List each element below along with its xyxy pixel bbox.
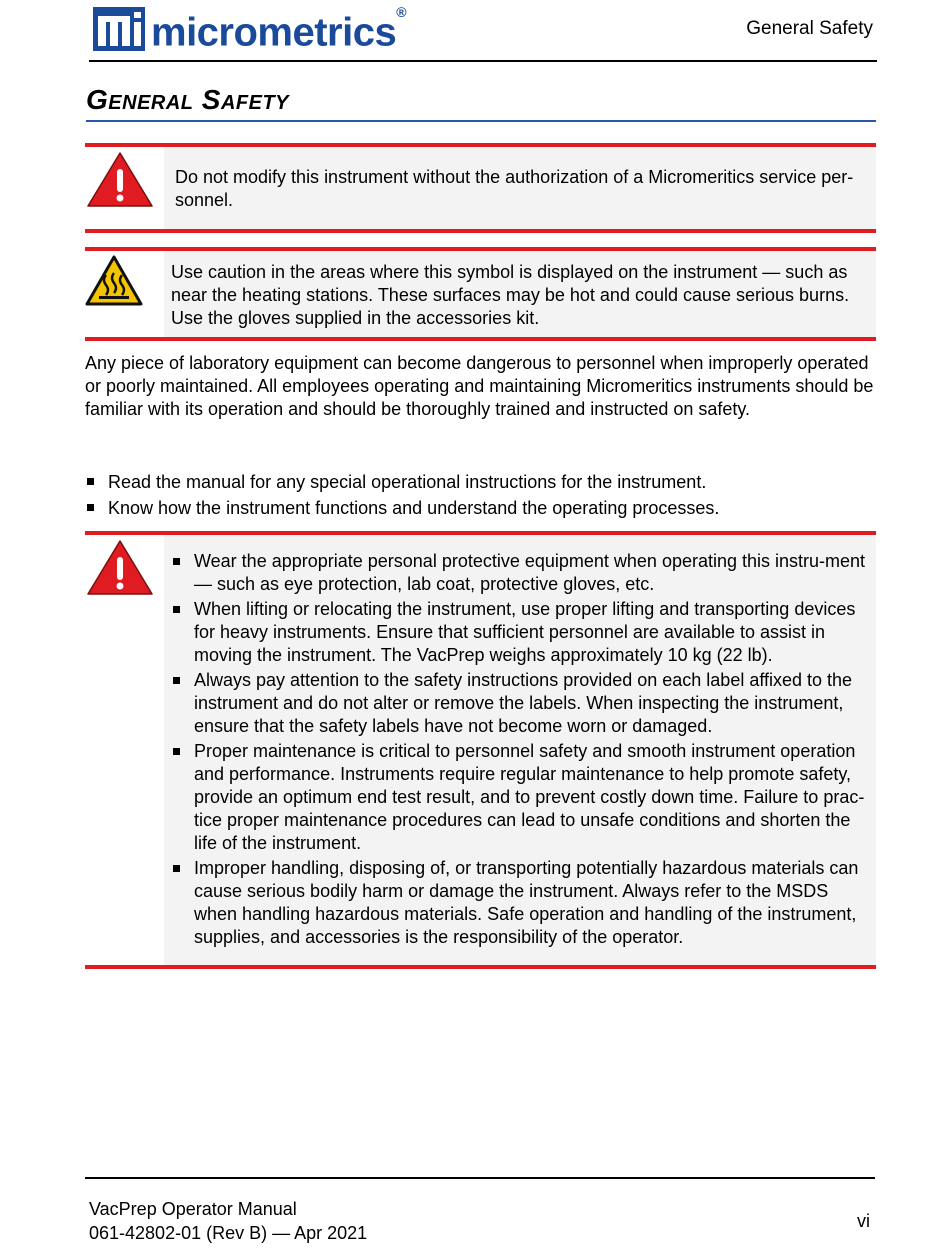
list-item	[172, 857, 870, 949]
notice-text: Use caution in the areas where this symbol is displayed on the instrument — such as near the heating stations. These surfaces may be hot and could cause serious burns. Use the gloves supplied in the accessories kit.	[164, 251, 876, 337]
safety-paragraph: Any piece of laboratory equipment can become dangerous to personnel when improperly operated or poorly maintained. All employees operating and maintaining Micromeritics instruments should be familiar with its operation and should be thoroughly trained and instructed on safety.	[85, 353, 874, 419]
warning-bullet-list	[172, 550, 870, 949]
notice-modify-warning	[85, 143, 876, 233]
notice-body	[164, 535, 876, 965]
notice-text: Do not modify this instrument without the authorization of a Micromeritics service per-sonnel.	[164, 147, 876, 229]
list-item	[172, 598, 870, 667]
list-item-text: Wear the appropriate personal protective equipment when operating this instru-ment — such as eye protection, lab coat, protective gloves, etc.	[194, 551, 866, 594]
registered-mark: ®	[396, 3, 407, 20]
list-item-text: Read the manual for any special operational instructions for the instrument.	[108, 472, 707, 492]
hot-surface-icon	[85, 255, 143, 307]
list-item	[172, 669, 870, 738]
footer-doc-number: 061-42802-01 (Rev B) — Apr 2021	[89, 1223, 368, 1243]
notice-icon-cell	[85, 251, 164, 337]
page-header	[89, 0, 877, 62]
page-number: vi	[857, 1211, 870, 1231]
micromeritics-logo-icon	[93, 7, 145, 51]
bullet-square-icon	[173, 748, 180, 755]
list-item	[85, 469, 875, 495]
bullet-square-icon	[173, 677, 180, 684]
list-item	[172, 740, 870, 855]
micromeritics-logo	[93, 3, 407, 55]
warning-triangle-icon	[86, 150, 154, 208]
bullet-square-icon	[173, 865, 180, 872]
list-item-text: Proper maintenance is critical to personnel safety and smooth instrument operation and performance. Instruments require regular maintenance to help promote safety, provide an optimum end test result, and to prevent costly down time. Failure to prac-tice proper maintenance procedures can lead to unsafe conditions and shorten the life of the instrument.	[194, 741, 865, 853]
list-item-text: Always pay attention to the safety instructions provided on each label affixed to the instrument and do not alter or remove the labels. When inspecting the instrument, ensure that the safety labels have not become worn or damaged.	[194, 670, 853, 736]
logo-wordmark: micrometrics®	[151, 3, 407, 55]
footer-document-info	[89, 1197, 367, 1245]
list-item	[85, 495, 875, 521]
general-bullet-list	[85, 469, 875, 521]
bullet-square-icon	[173, 558, 180, 565]
list-item	[172, 550, 870, 596]
bullet-square-icon	[87, 478, 94, 485]
list-item-text: When lifting or relocating the instrument, use proper lifting and transporting devices for heavy instruments. Ensure that sufficient personnel are available to assist in moving the instrument. The VacPrep weighs approximately 10 kg (22 lb).	[194, 599, 856, 665]
header-section-title: General Safety	[746, 18, 873, 39]
footer-manual-title: VacPrep Operator Manual	[89, 1199, 297, 1219]
notice-icon-cell	[85, 147, 164, 229]
footer-rule	[85, 1177, 875, 1179]
bullet-square-icon	[173, 606, 180, 613]
notice-icon-cell	[85, 535, 164, 965]
page-title: General Safety	[86, 84, 876, 122]
list-item-text: Know how the instrument functions and understand the operating processes.	[108, 498, 720, 518]
list-item-text: Improper handling, disposing of, or transporting potentially hazardous materials can cause serious bodily harm or damage the instrument. Always refer to the MSDS when handling hazardous materials. Safe operation and handling of the instrument, supplies, and accessories is the responsibility of the operator.	[194, 858, 859, 947]
warning-triangle-icon	[86, 538, 154, 596]
notice-hot-surface	[85, 247, 876, 341]
notice-safety-warnings	[85, 531, 876, 969]
bullet-square-icon	[87, 504, 94, 511]
